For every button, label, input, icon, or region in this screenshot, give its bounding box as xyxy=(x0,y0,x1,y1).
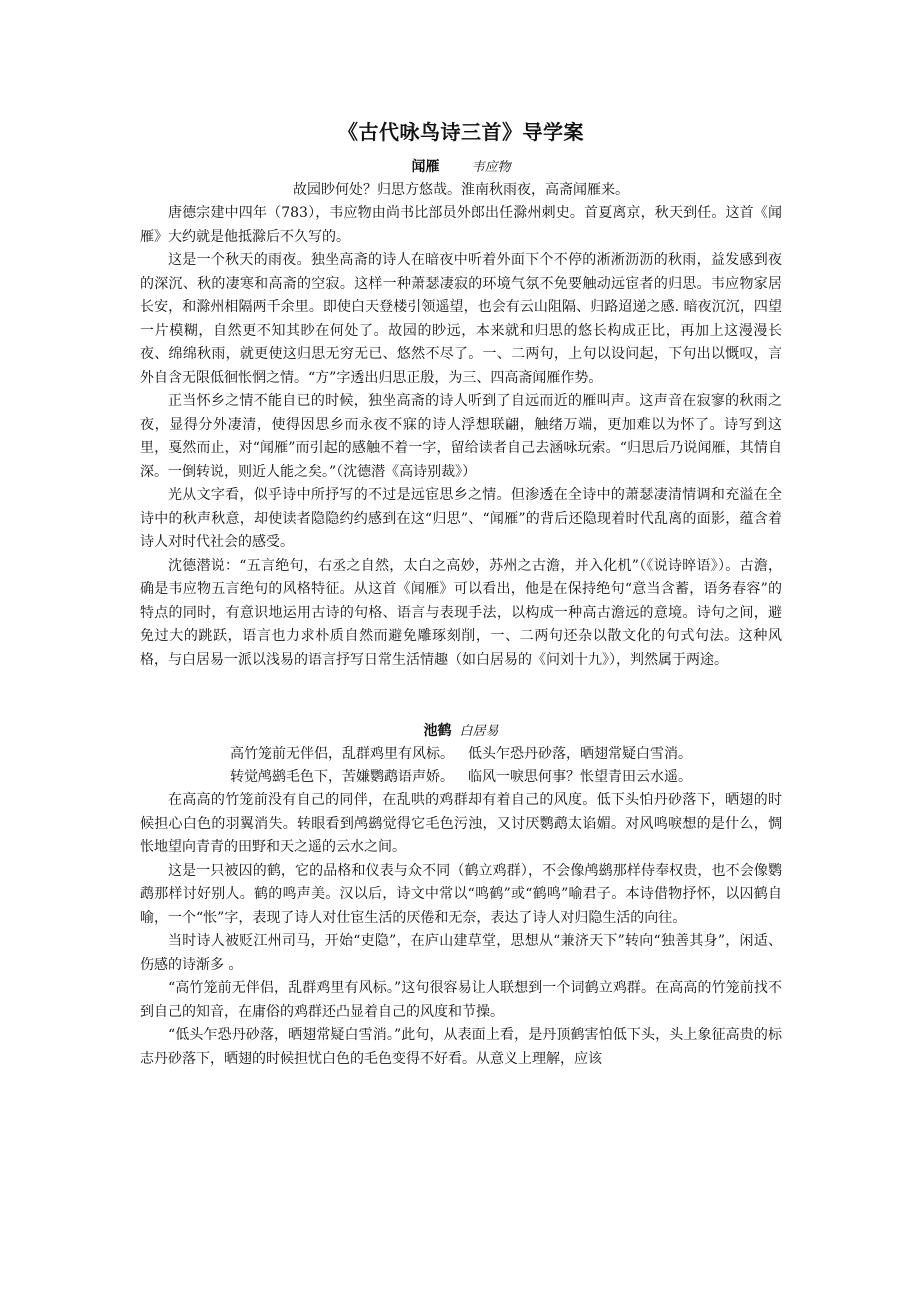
poem-heading xyxy=(140,720,782,743)
paragraph: 这是一个秋天的雨夜。独坐高斋的诗人在暗夜中听着外面下个不停的淅淅沥沥的秋雨，益发感到夜的深沉、秋的凄寒和高斋的空寂。这样一种萧瑟凄寂的环境气氛不免要触动远宦者的归思。韦应物家居长安，和滁州相隔两千余里。即使白天登楼引领遥望，也会有云山阻隔、归路迢递之感. 暗夜沉沉，四望一片模糊，自然更不知其眇在何处了。故园的眇远，本来就和归思的悠长构成正比，再加上这漫漫长夜、绵绵秋雨，就更使这归思无穷无已、悠然不尽了。一、二两句，上句以设问起，下句出以慨叹，言外自含无限低徊怅惘之情。“方”字透出归思正殷，为三、四高斋闻雁作势。 xyxy=(140,252,782,386)
poem-verse: 高竹笼前无伴侣，乱群鸡里有风标。 xyxy=(230,746,454,762)
poem-author: 韦应物 xyxy=(471,160,511,175)
poem-verse: 转觉鸬鹚毛色下，苦嫌鹦鹉语声娇。 xyxy=(230,769,454,785)
paragraph: 当时诗人被贬江州司马，开始“吏隐”，在庐山建草堂，思想从“兼济天下”转向“独善其身”，闲适、伤感的诗渐多 。 xyxy=(140,933,782,973)
poem-heading xyxy=(140,156,782,179)
poem-verse: 低头乍恐丹砂落，晒翅常疑白雪消。 xyxy=(468,746,692,762)
section-spacer xyxy=(140,672,782,720)
paragraph: 光从文字看，似乎诗中所抒写的不过是远宦思乡之情。但渗透在全诗中的萧瑟凄清情调和充溢在全诗中的秋声秋意，却使读者隐隐约约感到在这“归思”、“闻雁”的背后还隐现着时代乱离的面影，蕴含着诗人对时代社会的感受。 xyxy=(140,487,782,550)
section-wenyan xyxy=(140,156,782,672)
paragraph: 这是一只被囚的鹤，它的品格和仪表与众不同（鹤立鸡群），不会像鸬鹚那样侍奉权贵，也不会像鹦鹉那样讨好别人。鹤的鸣声美。汉以后，诗文中常以“鸣鹤”或“鹤鸣”喻君子。本诗借物抒怀，以囚鹤自喻，一个“怅”字，表现了诗人对仕宦生活的厌倦和无奈，表达了诗人对归隐生活的向往。 xyxy=(140,862,782,926)
poem-verse: 临风一唳思何事？怅望青田云水遥。 xyxy=(468,769,692,785)
poem-title: 闻雁 xyxy=(411,159,440,175)
section-chihe xyxy=(140,720,782,1071)
paragraph: 正当怀乡之情不能自已的时候，独坐高斋的诗人听到了自远而近的雁叫声。这声音在寂寥的秋雨之夜，显得分外凄清，使得因思乡而永夜不寐的诗人浮想联翩，触绪万端，更加难以为怀了。诗写到这里，戛然而止，对“闻雁”而引起的感触不着一字，留给读者自己去涵咏玩索。“归思后乃说闻雁，其情自深。一倒转说，则近人能之矣。”（沈德潜《高诗别裁》） xyxy=(140,393,782,480)
poem-author: 白居易 xyxy=(459,724,499,739)
document-page xyxy=(140,118,782,1071)
document-title: 《古代咏鸟诗三首》导学案 xyxy=(338,120,584,144)
poem-verse: 故园眇何处？归思方悠哉。淮南秋雨夜，高斋闻雁来。 xyxy=(293,182,629,198)
poem-verse-line xyxy=(140,743,782,766)
poem-title: 池鹤 xyxy=(423,723,452,739)
paragraph: 在高高的竹笼前没有自己的同伴，在乱哄的鸡群却有着自己的风度。低下头怕丹砂落下，晒翅的时候担心白色的羽翼消失。转眼看到鸬鹚觉得它毛色污浊，又讨厌鹦鹉太谄媚。对风鸣唳想的是什么，惆怅地望向青青的田野和天之遥的云水之间。 xyxy=(140,792,782,855)
paragraph: 沈德潜说：“五言绝句，右丞之自然，太白之高妙，苏州之古澹，并入化机”（《说诗晬语》）。古澹，确是韦应物五言绝句的风格特征。从这首《闻雁》可以看出，他是在保持绝句“意当含蓄，语务春容”的特点的同时，有意识地运用古诗的句格、语言与表现手法，以构成一种高古澹远的意境。诗句之间，避免过大的跳跃，语言也力求朴质自然而避免雕琢刻削，一、二两句还杂以散文化的句式句法。这种风格，与白居易一派以浅易的语言抒写日常生活情趣（如白居易的《问刘十九》），判然属于两途。 xyxy=(140,557,782,668)
paragraph: “低头乍恐丹砂落，晒翅常疑白雪消。”此句，从表面上看，是丹顶鹤害怕低下头，头上象征高贵的标志丹砂落下，晒翅的时候担忧白色的毛色变得不好看。从意义上理解，应该 xyxy=(140,1027,782,1067)
poem-verse-line xyxy=(140,766,782,789)
paragraph: 唐德宗建中四年（783），韦应物由尚书比部员外郎出任滁州刺史。首夏离京，秋天到任。这首《闻雁》大约就是他抵滁后不久写的。 xyxy=(140,205,782,245)
paragraph: “高竹笼前无伴侣，乱群鸡里有风标。”这句很容易让人联想到一个词鹤立鸡群。在高高的竹笼前找不到自己的知音，在庸俗的鸡群还凸显着自己的风度和节操。 xyxy=(140,980,782,1020)
